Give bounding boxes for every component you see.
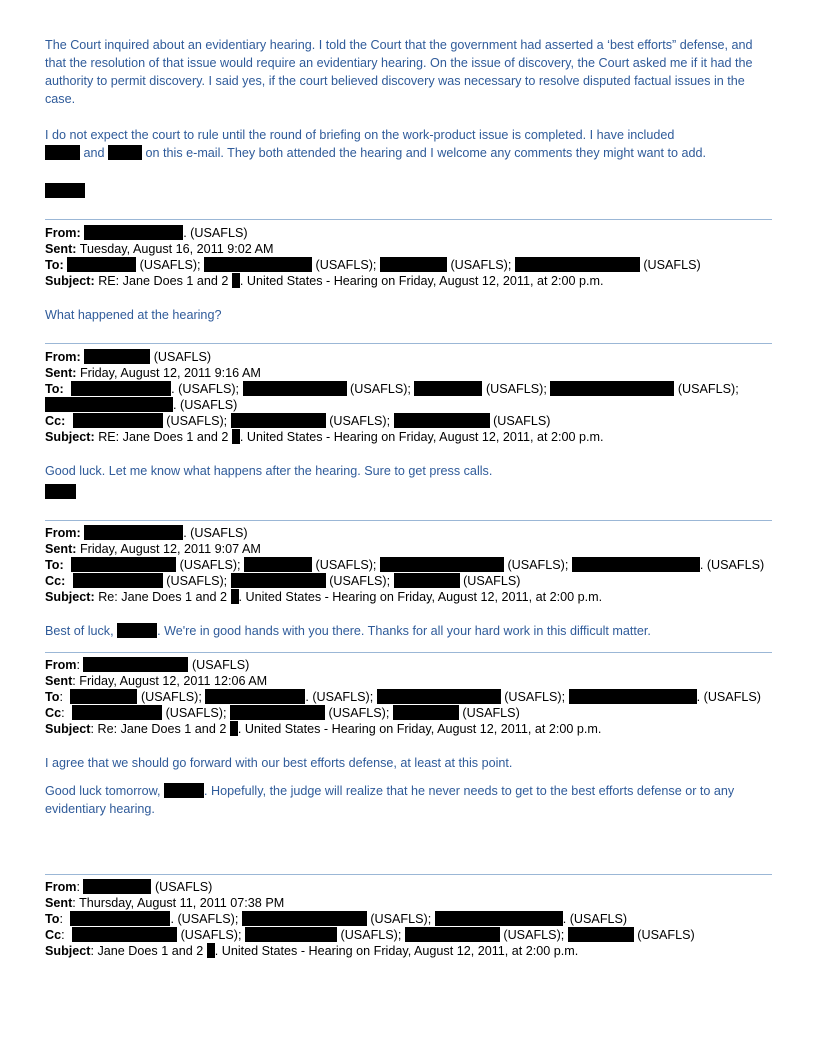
redaction-block (231, 589, 239, 604)
subject-line: Subject: RE: Jane Does 1 and 2 . United States - Hearing on Friday, August 12, 2011, at 2:00 p.m. (45, 274, 604, 288)
redaction-block (84, 225, 183, 240)
sent-line: Sent: Friday, August 12, 2011 9:16 AM (45, 366, 261, 380)
cc-line: Cc: (USAFLS); (USAFLS); (USAFLS) (45, 706, 520, 720)
redaction-block (569, 689, 697, 704)
signature-redaction (45, 182, 772, 200)
email-body-4b: Good luck tomorrow, . Hopefully, the judge will realize that he never needs to get to the best efforts defense or to any evidentiary hearing. (45, 784, 735, 816)
email-body-1: What happened at the hearing? (45, 308, 222, 322)
redaction-block (232, 273, 240, 288)
from-line: From: (USAFLS) (45, 658, 250, 672)
redaction-block (231, 573, 326, 588)
redaction-block (231, 413, 326, 428)
to-line: To: (USAFLS); . (USAFLS); (USAFLS); . (USAFLS) (45, 690, 762, 704)
redaction-block (71, 557, 176, 572)
redaction-block (394, 573, 460, 588)
sent-date: Friday, August 12, 2011 9:16 AM (79, 366, 261, 380)
redaction-block (572, 557, 700, 572)
redaction-block (243, 381, 347, 396)
redaction-block (73, 413, 163, 428)
email-header-3 (45, 525, 772, 605)
redaction-block (83, 879, 151, 894)
intro-paragraph-1: The Court inquired about an evidentiary hearing. I told the Court that the government had asserted a ‘best efforts” defense, and that the resolution of that issue would require an evidentiary hearing. On the issue of discovery, the Court asked me if it had the authority to permit discovery. I said yes, if the court believed discovery was necessary to resolve disputed factual issues in the case. (45, 38, 753, 106)
email-header-5 (45, 879, 772, 959)
subject-line: Subject: Jane Does 1 and 2 . United States - Hearing on Friday, August 12, 2011, at 2:00 p.m. (45, 944, 579, 958)
from-line: From: . (USAFLS) (45, 226, 248, 240)
redaction-block (244, 557, 312, 572)
email-body-3: Best of luck, . We're in good hands with you there. Thanks for all your hard work in this difficult matter. (45, 624, 651, 638)
redaction-block (207, 943, 215, 958)
redaction-block (72, 705, 162, 720)
cc-line: Cc: (USAFLS); (USAFLS); (USAFLS) (45, 574, 521, 588)
redaction-block (230, 705, 325, 720)
intro-paragraph-2-end: on this e-mail. They both attended the hearing and I welcome any comments they might want to add. (145, 146, 707, 160)
redaction-block (230, 721, 238, 736)
redaction-block (515, 257, 640, 272)
to-line-continued: . (USAFLS) (45, 397, 772, 413)
email-thread (45, 36, 772, 959)
sent-date: Friday, August 12, 2011 12:06 AM (79, 674, 268, 688)
redaction-block (393, 705, 459, 720)
sent-line: Sent: Friday, August 12, 2011 12:06 AM (45, 674, 268, 688)
email-header-4 (45, 657, 772, 737)
sent-date: Friday, August 12, 2011 9:07 AM (79, 542, 261, 556)
redaction-block (380, 257, 447, 272)
sent-date: Thursday, August 11, 2011 07:38 PM (79, 896, 285, 910)
subject-line: Subject: RE: Jane Does 1 and 2 . United States - Hearing on Friday, August 12, 2011, at 2:00 p.m. (45, 430, 604, 444)
redaction-block (45, 183, 85, 198)
to-line: To: . (USAFLS); (USAFLS); . (USAFLS) (45, 912, 628, 926)
cc-line: Cc: (USAFLS); (USAFLS); (USAFLS); (USAFLS) (45, 928, 695, 942)
intro-paragraph-2 (45, 126, 772, 162)
from-line: From: (USAFLS) (45, 350, 212, 364)
redaction-block (394, 413, 490, 428)
to-line: To: (USAFLS); (USAFLS); (USAFLS); . (USAFLS) (45, 558, 765, 572)
redaction-block (72, 927, 177, 942)
redaction-block (45, 484, 76, 499)
redaction-block (84, 525, 183, 540)
redaction-block (205, 689, 305, 704)
subject-line: Subject: Re: Jane Does 1 and 2 . United States - Hearing on Friday, August 12, 2011, at 2:00 p.m. (45, 590, 603, 604)
from-line: From: (USAFLS) (45, 880, 213, 894)
redaction-block (83, 657, 188, 672)
redaction-block (245, 927, 337, 942)
intro-and: and (83, 146, 105, 160)
subject-line: Subject: Re: Jane Does 1 and 2 . United States - Hearing on Friday, August 12, 2011, at 2:00 p.m. (45, 722, 602, 736)
redaction-block (377, 689, 501, 704)
email-body-2: Good luck. Let me know what happens after the hearing. Sure to get press calls. (45, 464, 493, 478)
redaction-block (550, 381, 674, 396)
redaction-block (405, 927, 500, 942)
redaction-block (380, 557, 504, 572)
to-line: To: (USAFLS); (USAFLS); (USAFLS); (USAFLS) (45, 258, 701, 272)
redaction-block (435, 911, 563, 926)
redaction-block (70, 689, 137, 704)
to-line: To: . (USAFLS); (USAFLS); (USAFLS); (USAFLS); (45, 382, 739, 396)
redaction-block (45, 397, 173, 412)
from-line: From: . (USAFLS) (45, 526, 248, 540)
redaction-block (232, 429, 240, 444)
redaction-block (204, 257, 312, 272)
sent-line: Sent: Tuesday, August 16, 2011 9:02 AM (45, 242, 274, 256)
redaction-block (45, 145, 80, 160)
redaction-block (71, 381, 171, 396)
redaction-block (164, 783, 204, 798)
signature-redaction (45, 483, 772, 501)
redaction-block (84, 349, 150, 364)
intro-paragraph-2-start: I do not expect the court to rule until the round of briefing on the work-product issue is completed. I have included (45, 128, 675, 142)
redaction-block (70, 911, 170, 926)
redaction-block (117, 623, 157, 638)
email-body-4a: I agree that we should go forward with our best efforts defense, at least at this point. (45, 756, 513, 770)
redaction-block (242, 911, 367, 926)
email-header-2 (45, 349, 772, 445)
sent-date: Tuesday, August 16, 2011 9:02 AM (79, 242, 274, 256)
redaction-block (73, 573, 163, 588)
sent-line: Sent: Thursday, August 11, 2011 07:38 PM (45, 896, 285, 910)
redaction-block (67, 257, 136, 272)
redaction-block (108, 145, 142, 160)
email-header-1 (45, 225, 772, 289)
cc-line: Cc: (USAFLS); (USAFLS); (USAFLS) (45, 414, 551, 428)
redaction-block (414, 381, 482, 396)
sent-line: Sent: Friday, August 12, 2011 9:07 AM (45, 542, 261, 556)
redaction-block (568, 927, 634, 942)
